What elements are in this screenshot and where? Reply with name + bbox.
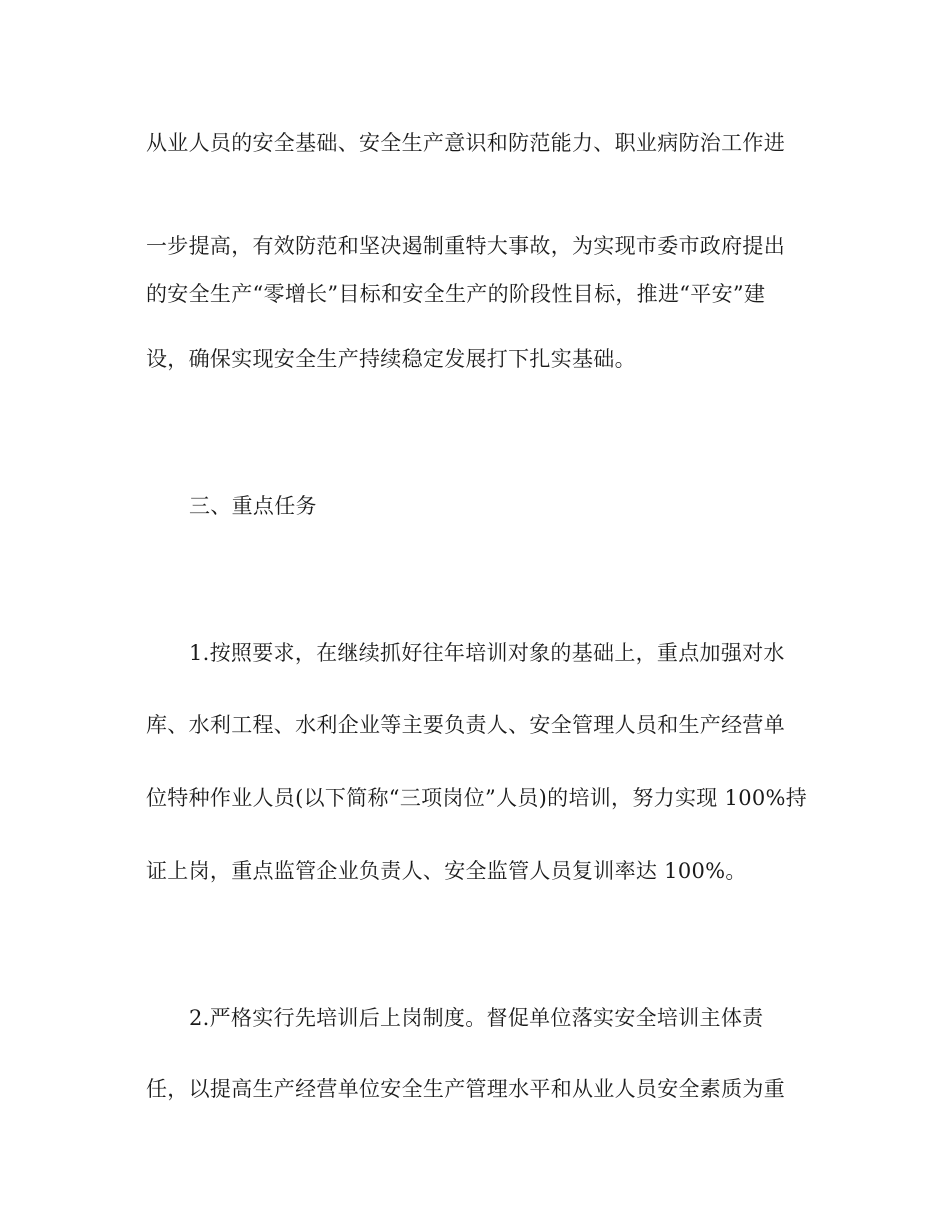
list-item-line: 1.按照要求，在继续抓好往年培训对象的基础上，重点加强对水 [189, 641, 785, 665]
paragraph-line: 从业人员的安全基础、安全生产意识和防范能力、职业病防治工作进 [146, 131, 785, 155]
paragraph-line: 设，确保实现安全生产持续稳定发展打下扎实基础。 [146, 347, 636, 371]
paragraph-line: 的安全生产“零增长”目标和安全生产的阶段性目标，推进“平安”建 [146, 282, 766, 306]
list-item-line: 证上岗，重点监管企业负责人、安全监管人员复训率达 100%。 [146, 859, 747, 883]
section-heading: 三、重点任务 [189, 494, 317, 518]
list-item-line: 任，以提高生产经营单位安全生产管理水平和从业人员安全素质为重 [146, 1077, 785, 1101]
list-item-line: 2.严格实行先培训后上岗制度。督促单位落实安全培训主体责 [189, 1006, 764, 1030]
list-item-line: 库、水利工程、水利企业等主要负责人、安全管理人员和生产经营单 [146, 713, 785, 737]
list-item-line: 位特种作业人员(以下简称“三项岗位”人员)的培训，努力实现 100%持 [146, 786, 808, 810]
paragraph-line: 一步提高，有效防范和坚决遏制重特大事故，为实现市委市政府提出 [146, 234, 785, 258]
